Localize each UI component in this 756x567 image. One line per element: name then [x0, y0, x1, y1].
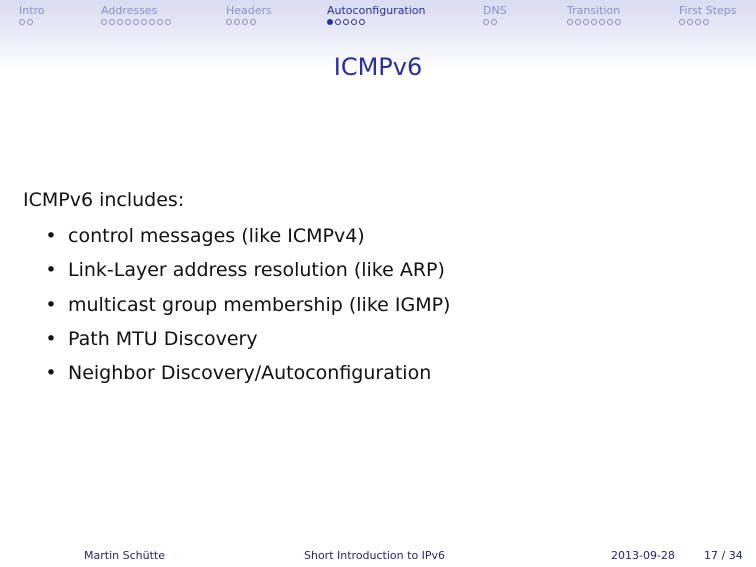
frame-dot-icon[interactable] — [575, 19, 581, 25]
nav-section-dns[interactable] — [483, 4, 507, 25]
bullet-icon: • — [45, 259, 57, 282]
frame-dot-icon[interactable] — [483, 19, 489, 25]
frame-dot-icon[interactable] — [125, 19, 131, 25]
frame-dot-icon[interactable] — [359, 19, 365, 25]
footer-page-number: 17 / 34 — [704, 549, 743, 562]
nav-section-autoconfiguration[interactable] — [327, 4, 426, 25]
slide-title: ICMPv6 — [333, 53, 423, 81]
frame-dot-icon[interactable] — [250, 19, 256, 25]
list-item-text: control messages (like ICMPv4) — [68, 225, 365, 247]
frame-dot-icon[interactable] — [101, 19, 107, 25]
nav-section-dots — [567, 19, 621, 25]
frame-dot-icon[interactable] — [165, 19, 171, 25]
frame-dot-icon[interactable] — [679, 19, 685, 25]
list-item — [44, 325, 450, 359]
frame-dot-icon[interactable] — [242, 19, 248, 25]
nav-section-dots — [483, 19, 507, 25]
frame-dot-icon[interactable] — [583, 19, 589, 25]
intro-text: ICMPv6 includes: — [23, 189, 185, 211]
nav-section-dots — [226, 19, 272, 25]
bullet-icon: • — [45, 362, 57, 384]
list-item — [44, 222, 450, 256]
nav-section-headers[interactable] — [226, 4, 272, 25]
list-item-text: multicast group membership (like IGMP) — [68, 293, 451, 316]
frame-dot-icon[interactable] — [491, 19, 497, 25]
frame-dot-icon[interactable] — [687, 19, 693, 25]
list-item-text: Path MTU Discovery — [68, 327, 258, 350]
nav-section-label: Autoconfiguration — [327, 4, 426, 17]
bullet-icon: • — [45, 293, 57, 316]
frame-dot-icon[interactable] — [157, 19, 163, 25]
frame-dot-icon[interactable] — [599, 19, 605, 25]
nav-section-dots — [679, 19, 736, 25]
nav-section-label: Intro — [19, 4, 45, 17]
frame-dot-icon[interactable] — [695, 19, 701, 25]
nav-section-transition[interactable] — [567, 4, 621, 25]
frame-dot-icon[interactable] — [703, 19, 709, 25]
frame-dot-icon[interactable] — [351, 19, 357, 25]
list-item — [44, 256, 450, 290]
nav-section-dots — [19, 19, 45, 25]
frame-dot-icon[interactable] — [117, 19, 123, 25]
frame-dot-icon[interactable] — [149, 19, 155, 25]
frame-dot-icon[interactable] — [109, 19, 115, 25]
frame-dot-icon[interactable] — [226, 19, 232, 25]
frame-dot-icon[interactable] — [567, 19, 573, 25]
nav-section-label: Transition — [567, 4, 621, 17]
frame-dot-icon[interactable] — [19, 19, 25, 25]
bullet-list — [44, 222, 450, 393]
footer-talk-title: Short Introduction to IPv6 — [304, 549, 446, 562]
bullet-icon: • — [45, 225, 57, 247]
footer-author: Martin Schütte — [84, 549, 165, 562]
bullet-icon: • — [45, 327, 57, 350]
frame-dot-icon[interactable] — [591, 19, 597, 25]
list-item — [44, 291, 450, 325]
nav-section-label: Headers — [226, 4, 272, 17]
list-item — [44, 359, 450, 393]
frame-dot-icon[interactable] — [27, 19, 33, 25]
nav-section-label: Addresses — [101, 4, 158, 17]
nav-section-addresses[interactable] — [101, 4, 171, 25]
nav-section-dots — [101, 19, 171, 25]
nav-section-label: First Steps — [679, 4, 737, 17]
list-item-text: Link-Layer address resolution (like ARP) — [68, 259, 445, 282]
frame-dot-icon[interactable] — [615, 19, 621, 25]
frame-dot-icon[interactable] — [133, 19, 139, 25]
frame-dot-icon[interactable] — [343, 19, 349, 25]
frame-dot-icon[interactable] — [141, 19, 147, 25]
frame-dot-icon[interactable] — [607, 19, 613, 25]
frame-dot-icon[interactable] — [327, 19, 333, 25]
nav-section-intro[interactable] — [19, 4, 45, 25]
nav-section-dots — [327, 19, 426, 25]
nav-section-first-steps[interactable] — [679, 4, 736, 25]
footer-date: 2013-09-28 — [611, 549, 675, 562]
footer — [0, 546, 756, 566]
list-item-text: Neighbor Discovery/Autoconfiguration — [68, 362, 432, 384]
nav-section-label: DNS — [483, 4, 507, 17]
frame-dot-icon[interactable] — [234, 19, 240, 25]
frame-dot-icon[interactable] — [335, 19, 341, 25]
